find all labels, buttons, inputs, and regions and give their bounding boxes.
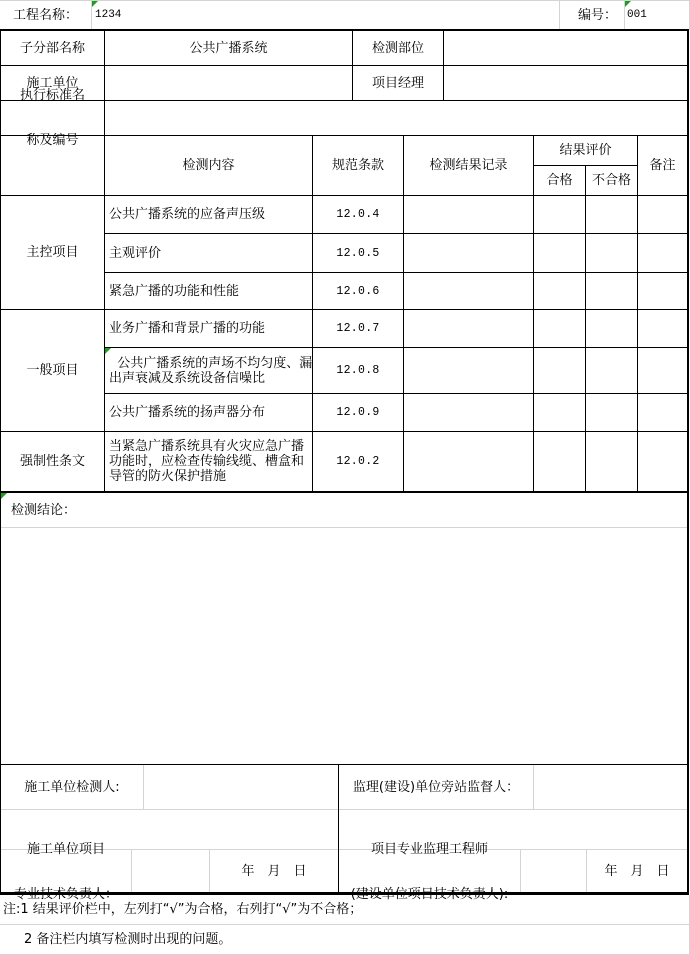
note-line: 注:1 结果评价栏中，左列打“√”为合格，右列打“√”为不合格； — [3, 902, 363, 917]
item-fail-field[interactable] — [586, 348, 637, 393]
item-fail-field[interactable] — [586, 310, 637, 347]
item-content-line: 紧急广播的功能和性能 — [109, 283, 240, 299]
item-content-line: 业务广播和背景广播的功能 — [109, 321, 266, 336]
item-record-field[interactable] — [404, 394, 533, 431]
project-name-field[interactable]: 1234 — [95, 9, 122, 21]
constructor-tech-lead-label — [1, 841, 131, 902]
inspection-location-field[interactable] — [444, 31, 687, 65]
col-header-pass: 合格 — [546, 173, 573, 188]
conclusion-label: 检测结论： — [11, 502, 77, 518]
supervisor-engineer-line: 项目专业监理工程师 — [370, 841, 488, 857]
item-record-field[interactable] — [404, 196, 533, 233]
item-remarks-field[interactable] — [638, 234, 687, 272]
project-name-label: 工程名称： — [12, 8, 78, 23]
item-content-line: 公共广播系统的应备声压级 — [109, 207, 266, 222]
supervisor-witness-field[interactable] — [534, 765, 687, 809]
item-fail-field[interactable] — [586, 432, 637, 491]
standard-field[interactable] — [105, 101, 687, 135]
item-clause: 12.0.9 — [336, 406, 380, 419]
item-record-field[interactable] — [404, 234, 533, 272]
item-remarks-field[interactable] — [638, 394, 687, 431]
item-content — [105, 234, 312, 272]
item-remarks-field[interactable] — [638, 432, 687, 491]
constructor-tech-lead-line: 专业技术负责人： — [13, 886, 118, 902]
item-content-line: 功能时，应检查传输线缆、槽盒和 — [109, 454, 305, 469]
table-border-right — [687, 29, 689, 895]
number-label: 编号： — [577, 8, 617, 23]
standard-label-line: 执行标准名 — [19, 88, 85, 103]
constructor-tech-lead-line: 施工单位项目 — [26, 841, 105, 857]
supervisor-witness-label: 监理(建设)单位旁站监督人： — [352, 779, 520, 795]
item-content — [105, 273, 312, 309]
item-clause: 12.0.4 — [336, 208, 380, 221]
number-field[interactable]: 001 — [627, 9, 647, 21]
sub-division-field[interactable]: 公共广播系统 — [189, 40, 268, 56]
construction-unit-field[interactable] — [105, 66, 352, 100]
project-manager-label: 项目经理 — [371, 75, 424, 91]
item-content — [105, 310, 312, 347]
col-header-evaluation: 结果评价 — [559, 143, 612, 158]
item-content — [105, 432, 312, 491]
item-clause: 12.0.8 — [336, 364, 380, 377]
item-clause: 12.0.5 — [336, 246, 380, 260]
item-clause: 12.0.6 — [336, 284, 380, 298]
item-fail-field[interactable] — [586, 234, 637, 272]
item-pass-field[interactable] — [534, 432, 585, 491]
note-line: 2 备注栏内填写检测时出现的问题。 — [24, 932, 232, 947]
item-pass-field[interactable] — [534, 310, 585, 347]
item-remarks-field[interactable] — [638, 273, 687, 309]
item-content-line: 当紧急广播系统具有火灾应急广播 — [109, 439, 305, 454]
supervisor-engineer-field[interactable] — [521, 850, 586, 893]
item-content — [105, 394, 312, 431]
item-record-field[interactable] — [404, 273, 533, 309]
item-content-line: 公共广播系统的声场不均匀度、漏 — [109, 355, 313, 371]
item-record-field[interactable] — [404, 348, 533, 393]
item-fail-field[interactable] — [586, 196, 637, 233]
inspection-location-label: 检测部位 — [371, 40, 424, 56]
project-manager-field[interactable] — [444, 66, 687, 100]
col-header-clause: 规范条款 — [331, 158, 384, 173]
item-record-field[interactable] — [404, 432, 533, 491]
group-label-mandatory: 强制性条文 — [19, 454, 85, 469]
item-record-field[interactable] — [404, 310, 533, 347]
col-header-record: 检测结果记录 — [429, 158, 508, 173]
construction-unit-label: 施工单位 — [26, 75, 79, 91]
sub-division-label: 子分部名称 — [19, 40, 85, 56]
item-remarks-field[interactable] — [638, 196, 687, 233]
standard-label-line: 称及编号 — [26, 133, 79, 148]
item-pass-field[interactable] — [534, 273, 585, 309]
constructor-tech-lead-field[interactable] — [132, 850, 209, 893]
item-content-line: 公共广播系统的扬声器分布 — [109, 405, 266, 420]
supervisor-engineer-line: (建设单位项目技术负责人): — [350, 886, 509, 902]
supervisor-date-field[interactable]: 年 月 日 — [604, 864, 670, 879]
item-content — [105, 348, 312, 393]
item-pass-field[interactable] — [534, 348, 585, 393]
col-header-remarks: 备注 — [649, 158, 676, 173]
item-pass-field[interactable] — [534, 394, 585, 431]
col-header-content: 检测内容 — [182, 158, 235, 173]
item-clause: 12.0.2 — [336, 455, 380, 468]
group-label-main-control: 主控项目 — [26, 245, 79, 260]
constructor-inspector-field[interactable] — [144, 765, 338, 809]
standard-label — [1, 88, 104, 148]
item-fail-field[interactable] — [586, 273, 637, 309]
item-remarks-field[interactable] — [638, 310, 687, 347]
constructor-date-field[interactable]: 年 月 日 — [241, 864, 307, 879]
supervisor-engineer-label — [339, 841, 520, 902]
group-label-general: 一般项目 — [26, 363, 79, 378]
item-remarks-field[interactable] — [638, 348, 687, 393]
col-header-category — [1, 136, 104, 195]
item-pass-field[interactable] — [534, 196, 585, 233]
item-content-line: 出声衰减及系统设备信噪比 — [109, 370, 266, 386]
item-pass-field[interactable] — [534, 234, 585, 272]
col-header-fail: 不合格 — [591, 173, 631, 188]
item-content-line: 导管的防火保护措施 — [109, 469, 227, 484]
item-fail-field[interactable] — [586, 394, 637, 431]
item-content-line: 主观评价 — [109, 245, 162, 261]
conclusion-field[interactable] — [1, 528, 687, 764]
item-clause: 12.0.7 — [336, 322, 380, 335]
item-content — [105, 196, 312, 233]
constructor-inspector-label: 施工单位检测人: — [24, 779, 120, 795]
